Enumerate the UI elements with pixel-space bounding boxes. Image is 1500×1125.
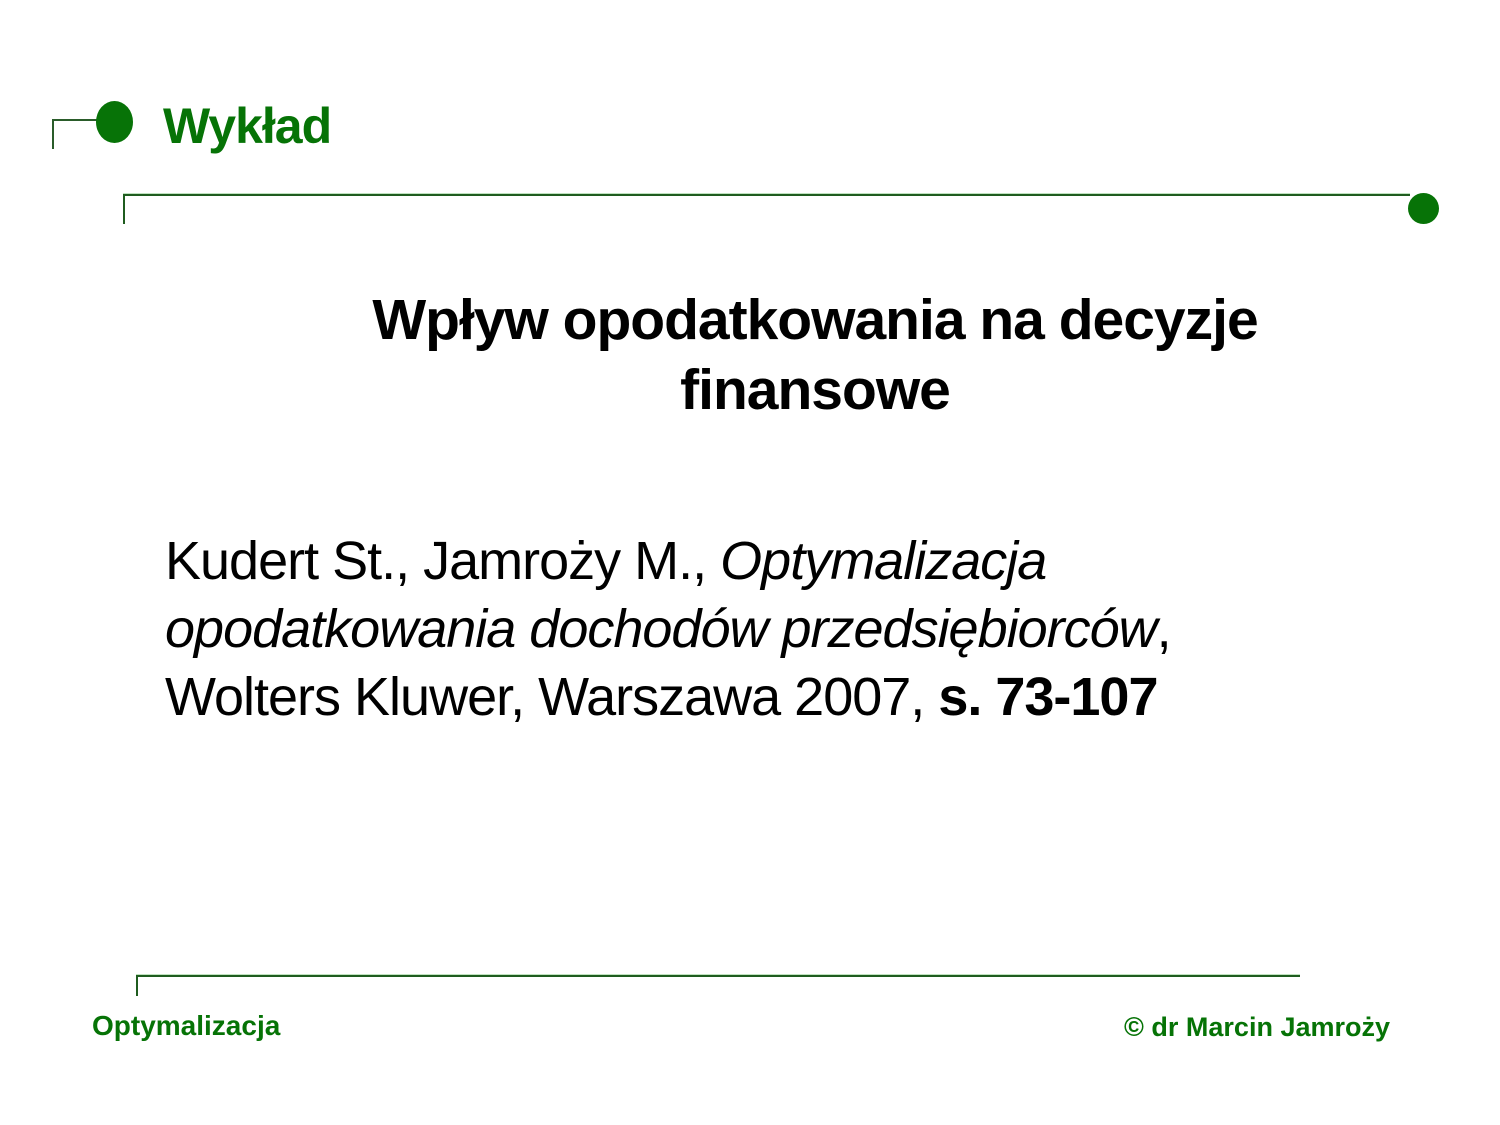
citation-line1 — [165, 527, 1385, 595]
bottom-divider-tick — [136, 975, 138, 996]
citation-text — [165, 527, 1385, 731]
bottom-divider-line — [136, 975, 1300, 977]
top-divider-tick — [123, 194, 125, 224]
header-bracket-line — [52, 119, 98, 121]
citation-pages: s. 73-107 — [938, 667, 1158, 727]
citation-line3 — [165, 663, 1385, 731]
citation-comma: , — [1156, 599, 1171, 659]
header-bracket-tick — [52, 120, 54, 149]
footer-copyright: © dr Marcin Jamroży — [1124, 1012, 1390, 1042]
top-divider-circle-icon — [1408, 193, 1439, 224]
citation-title-part2: opodatkowania dochodów przedsiębiorców — [165, 599, 1157, 659]
slide-title — [165, 285, 1465, 425]
citation-line2 — [165, 595, 1385, 663]
header-bullet-circle-icon — [96, 101, 133, 143]
footer-course-name: Optymalizacja — [92, 1010, 281, 1041]
citation-title-part1: Optymalizacja — [720, 531, 1047, 591]
top-divider-line — [123, 194, 1410, 196]
citation-authors: Kudert St., Jamroży M., — [165, 531, 721, 591]
citation-publisher: Wolters Kluwer, Warszawa 2007, — [165, 667, 939, 727]
slide-title-line2: finansowe — [680, 358, 950, 422]
slide-title-line1: Wpływ opodatkowania na decyzje — [372, 288, 1258, 352]
slide-header-label: Wykład — [163, 98, 332, 154]
